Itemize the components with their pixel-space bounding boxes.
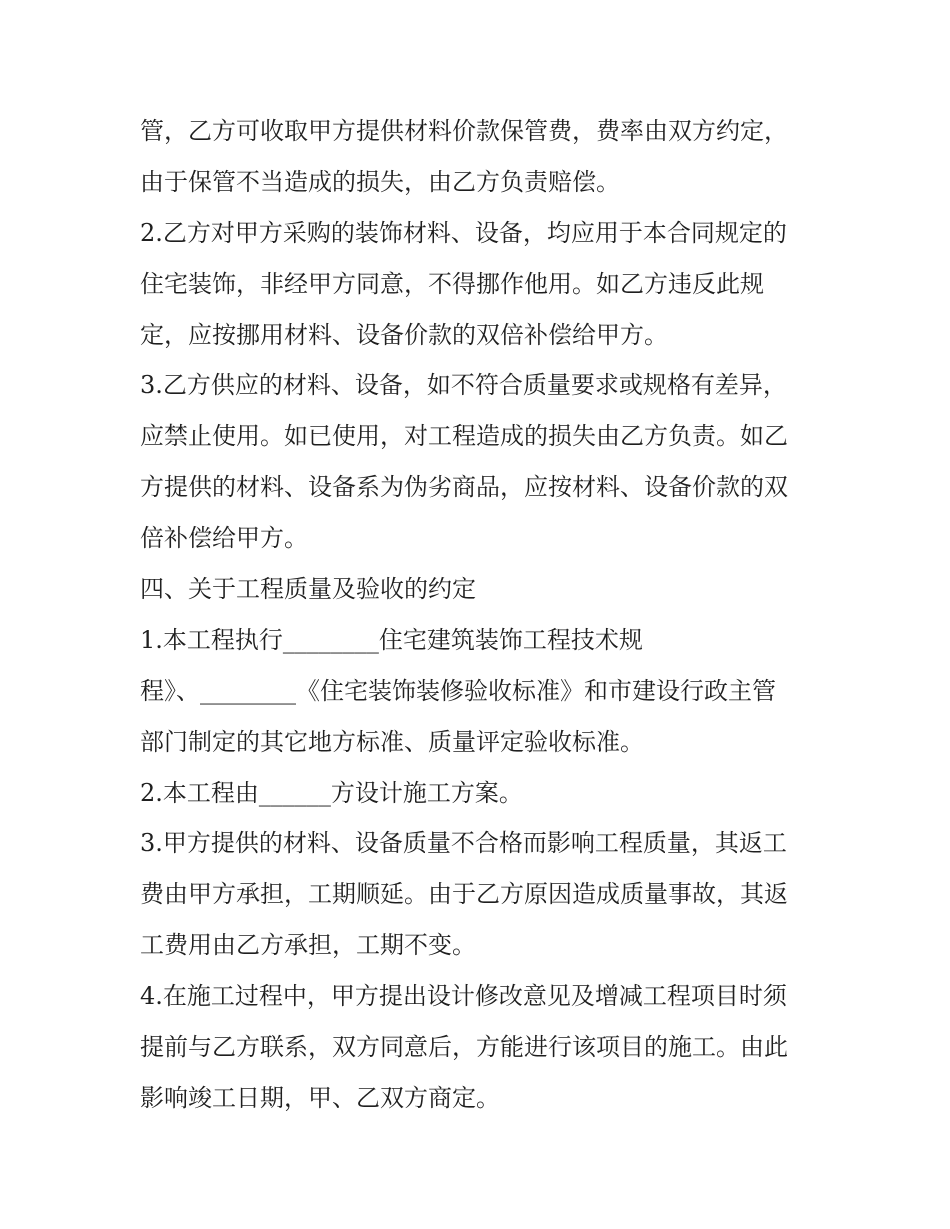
text-line: 3.甲方提供的材料、设备质量不合格而影响工程质量，其返工 (140, 829, 787, 858)
text-line: 提前与乙方联系，双方同意后，方能进行该项目的施工。由此 (140, 1033, 788, 1062)
text-line: 定，应按挪用材料、设备价款的双倍补偿给甲方。 (140, 320, 668, 349)
text-line: 管，乙方可收取甲方提供材料价款保管费，费率由双方约定， (140, 117, 788, 145)
text-line: 2.本工程由______方设计施工方案。 (140, 778, 523, 807)
text-line: 由于保管不当造成的损失，由乙方负责赔偿。 (140, 167, 620, 196)
text-line: 方提供的材料、设备系为伪劣商品，应按材料、设备价款的双 (140, 473, 788, 502)
text-line: 倍补偿给甲方。 (140, 524, 308, 553)
text-line: 工费用由乙方承担，工期不变。 (140, 931, 476, 960)
text-line: 4.在施工过程中，甲方提出设计修改意见及增减工程项目时须 (140, 982, 787, 1011)
text-line: 应禁止使用。如已使用，对工程造成的损失由乙方负责。如乙 (140, 422, 788, 451)
text-line: 3.乙方供应的材料、设备，如不符合质量要求或规格有差异， (140, 371, 787, 400)
text-line: 影响竣工日期，甲、乙双方商定。 (140, 1083, 500, 1112)
section-heading: 四、关于工程质量及验收的约定 (140, 575, 476, 604)
text-line: 1.本工程执行________住宅建筑装饰工程技术规 (140, 625, 643, 654)
text-line: 住宅装饰，非经甲方同意，不得挪作他用。如乙方违反此规 (140, 269, 764, 298)
text-line: 2.乙方对甲方采购的装饰材料、设备，均应用于本合同规定的 (140, 218, 787, 247)
text-line: 部门制定的其它地方标准、质量评定验收标准。 (140, 727, 644, 756)
text-line: 程》、________《住宅装饰装修验收标准》和市建设行政主管 (140, 676, 776, 705)
text-line: 费由甲方承担，工期顺延。由于乙方原因造成质量事故，其返 (140, 880, 788, 909)
document-body (140, 106, 830, 1124)
